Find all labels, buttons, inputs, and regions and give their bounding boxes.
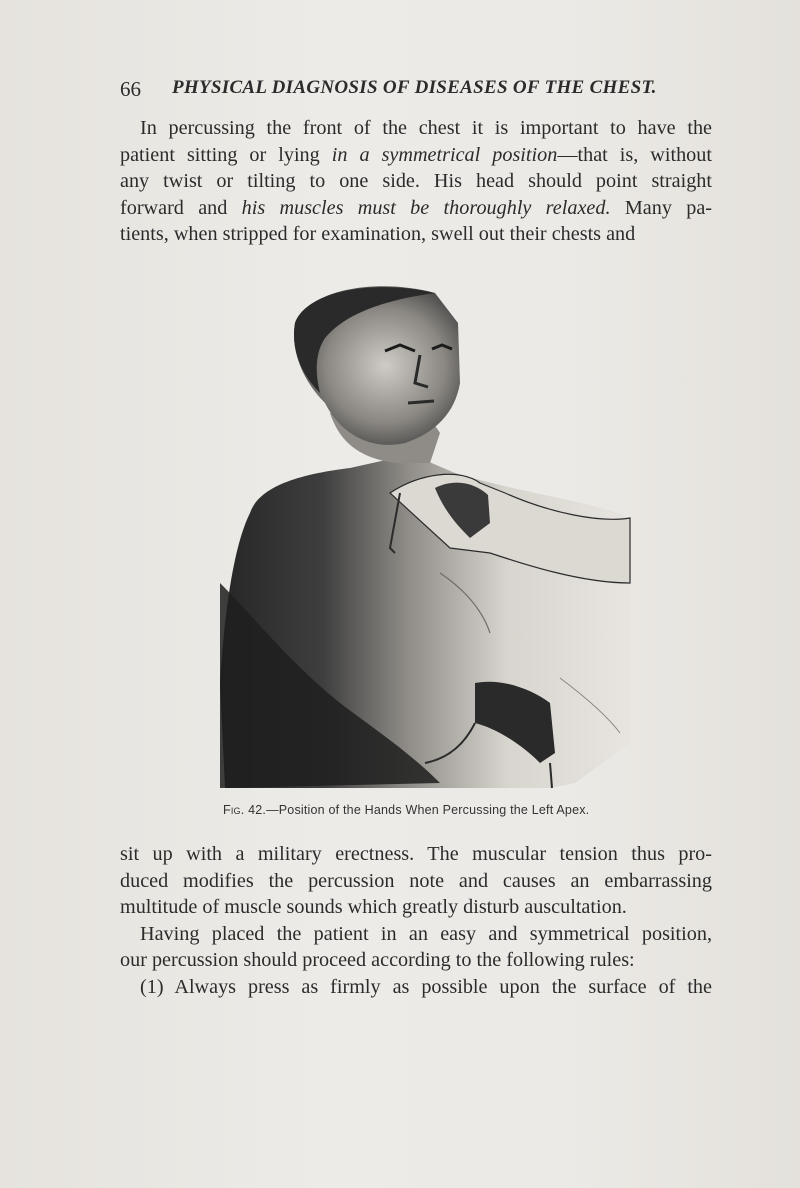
text-line: multitude of muscle sounds which greatly disturb auscultation.: [120, 896, 627, 918]
paragraph-1: [120, 115, 712, 248]
text-line: patient sitting or lying in a symmetrical position—that is, without: [120, 143, 712, 166]
text-line: (1) Always press as firmly as possible upon the surface of the: [140, 975, 712, 998]
text-line: Having placed the patient in an easy and symmetrical position,: [140, 922, 712, 945]
patient-photo-illustration: [220, 283, 635, 798]
running-head: PHYSICAL DIAGNOSIS OF DISEASES OF THE CHEST.: [172, 77, 657, 98]
figure-label: Fig. 42.: [223, 803, 267, 817]
text-line: our percussion should proceed according to the following rules:: [120, 949, 635, 971]
page-header: [120, 77, 710, 103]
paragraph-2: [120, 841, 712, 1000]
figure-caption: [223, 803, 643, 817]
text-line: sit up with a military erectness. The muscular tension thus pro-: [120, 843, 712, 865]
figure-photograph: [220, 283, 635, 798]
text-line: forward and his muscles must be thoroughly relaxed. Many pa-: [120, 196, 713, 219]
caption-text: —Position of the Hands When Percussing the Left Apex.: [266, 803, 590, 817]
page-number: 66: [120, 77, 141, 101]
text-line: tients, when stripped for examination, swell out their chests and: [120, 223, 636, 245]
text-line: any twist or tilting to one side. His head should point straight: [120, 170, 712, 192]
text-line: In percussing the front of the chest it is important to have the: [140, 117, 712, 139]
text-line: duced modifies the percussion note and causes an embarrassing: [120, 869, 712, 892]
